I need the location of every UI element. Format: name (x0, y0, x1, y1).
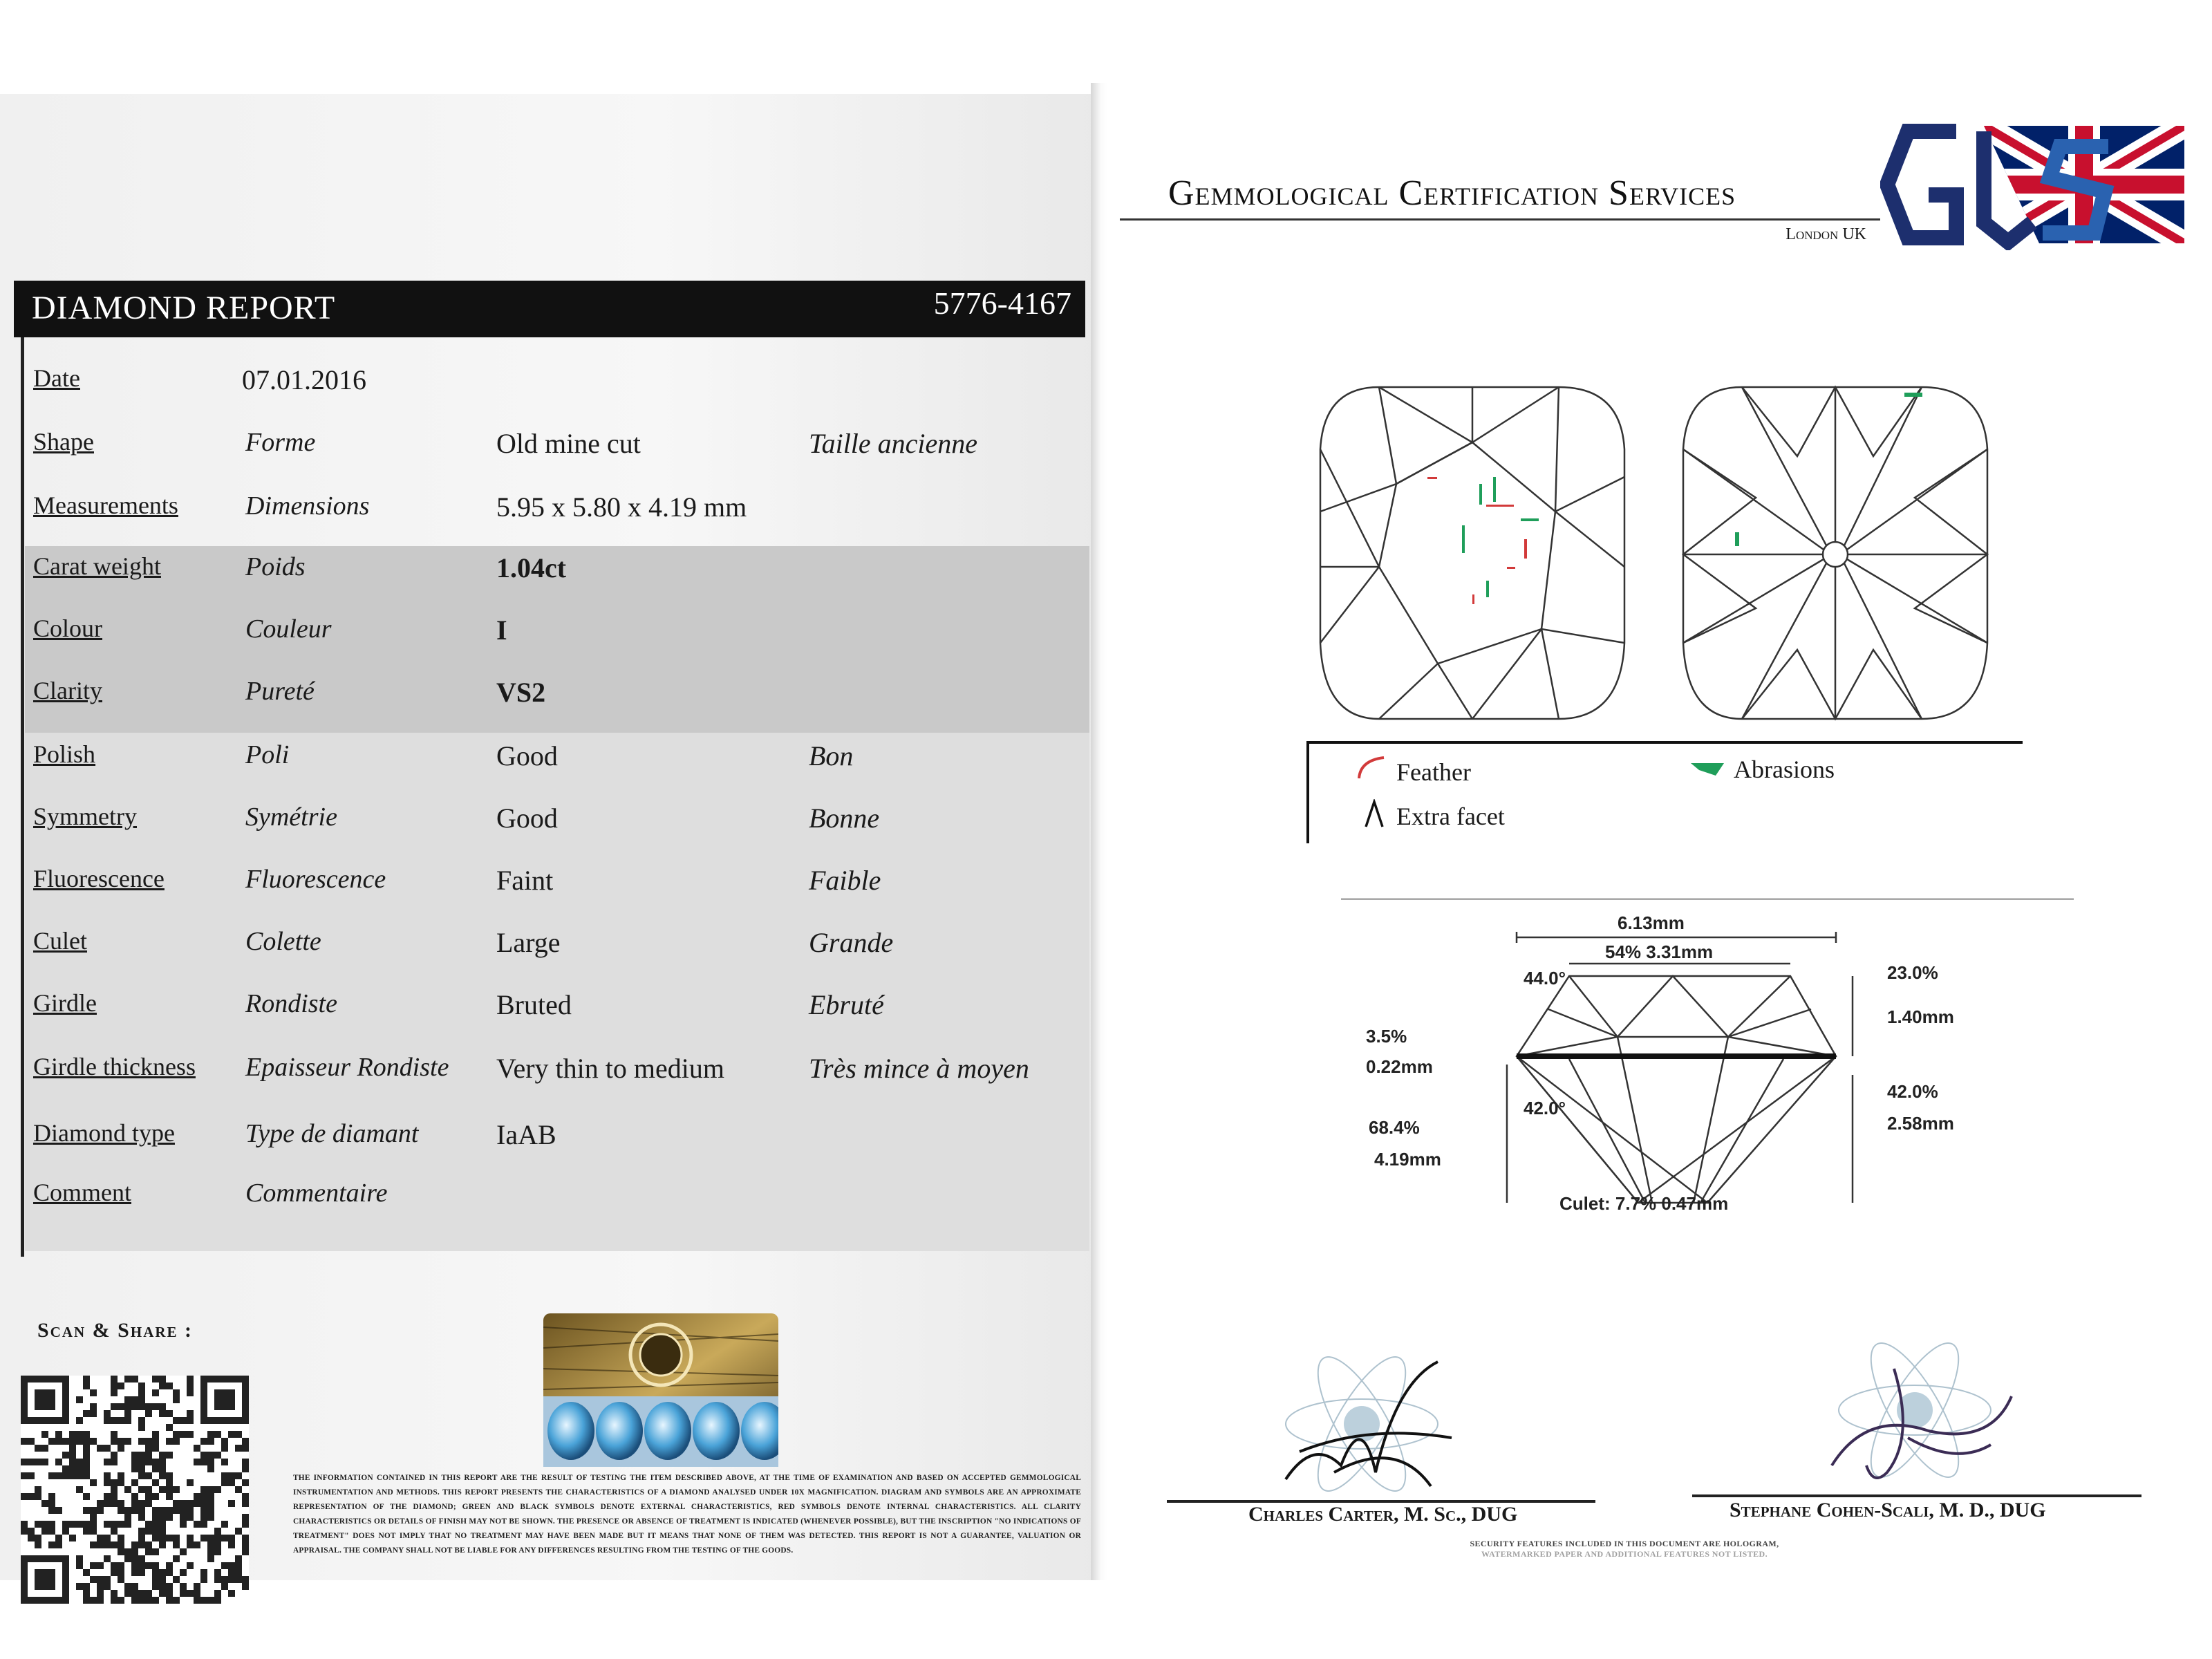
report-row-measurements (0, 491, 1099, 532)
row-value: I (496, 615, 507, 646)
legend (1308, 740, 2023, 843)
row-french-value: Taille ancienne (809, 428, 978, 459)
signatory-right: Stephane Cohen-Scali, M. D., DUG (1730, 1499, 2046, 1521)
girdle-pct: 3.5% (1366, 1026, 1407, 1047)
signature-left (1258, 1334, 1486, 1507)
report-row-colour (0, 614, 1099, 655)
row-french-value: Bonne (809, 803, 880, 834)
report-row-girdle-thickness (0, 1052, 1099, 1094)
row-label: Shape (33, 428, 94, 456)
row-label: Comment (33, 1179, 131, 1206)
row-label: Fluorescence (33, 865, 165, 892)
signature-right (1811, 1327, 2039, 1500)
row-french-label: Fluorescence (245, 865, 386, 894)
organization-name: Gemmological Certification Services (1168, 174, 1736, 213)
row-label: Girdle (33, 989, 97, 1017)
crown-height-pct: 23.0% (1887, 962, 1938, 983)
row-value: Bruted (496, 989, 572, 1020)
row-french-value: Très mince à moyen (809, 1053, 1029, 1084)
org-rule (1120, 218, 1880, 221)
legend-feather: Feather (1396, 758, 1471, 786)
report-row-fluorescence (0, 864, 1099, 906)
hologram-seal (543, 1313, 778, 1467)
row-value: VS2 (496, 677, 546, 708)
row-label: Diamond type (33, 1119, 175, 1147)
pavilion-culet (1823, 542, 1848, 567)
crown-table (1379, 442, 1555, 664)
legend-rule-left (1306, 741, 1309, 843)
qr-code[interactable] (21, 1376, 249, 1604)
pavilion-depth-mm: 2.58mm (1887, 1113, 1954, 1134)
report-row-culet (0, 926, 1099, 968)
report-row-clarity (0, 676, 1099, 718)
row-french-label: Poli (245, 740, 290, 769)
row-label: Clarity (33, 677, 102, 704)
row-french-label: Poids (245, 552, 306, 581)
legend-abrasions: Abrasions (1734, 756, 1835, 783)
row-french-label: Type de diamant (245, 1119, 419, 1148)
crown-angle-label: 44.0° (1524, 968, 1566, 988)
row-french-value: Bon (809, 740, 854, 771)
row-french-value: Faible (809, 865, 881, 896)
gcs-logo (1880, 119, 2191, 250)
row-french-label: Forme (245, 428, 316, 457)
security-note-line-1: SECURITY FEATURES INCLUDED IN THIS DOCUMENT ARE HOLOGRAM, (1470, 1539, 1779, 1548)
culet-label: Culet: 7.7% 0.47mm (1559, 1193, 1729, 1214)
report-row-diamond-type (0, 1118, 1099, 1160)
row-value: Old mine cut (496, 428, 641, 459)
row-french-label: Symétrie (245, 803, 337, 832)
disclaimer-text: THE INFORMATION CONTAINED IN THIS REPORT ARE THE RESULT OF TESTING THE ITEM DESCRIBED ABOVE, AT THE TIME OF EXAMINATION AND BASED ON ACCEPTED GEMMOLOGICAL INSTRUMENTATION AND METHODS. THIS REPORT PRESENTS THE CHARACTERISTICS OF A DIAMOND ANALYSED UNDER 10X MAGNIFICATION. DIAGRAM AND SYMBOLS ARE AN APPROXIMATE REPRESENTATION OF THE DIAMOND; GREEN AND BLACK SYMBOLS DENOTE EXTERNAL CHARACTERISTICS, RED SYMBOLS DENOTE INTERNAL CHARACTERISTICS. ALL CLARITY CHARACTERISTICS OR DETAILS OF FINISH MAY NOT BE SHOWN. THE PRESENCE OR ABSENCE OF TREATMENT IS INDICATED (WHENEVER POSSIBLE), BUT THE INSCRIPTION "NO INDICATIONS OF TREATMENT" DOES NOT IMPLY THAT NO TREATMENT MAY HAVE BEEN MADE BUT IT MEANS THAT NONE OF THEM WAS DETECTED. THIS REPORT IS NOT A GUARANTEE, VALUATION OR APPRAISAL. THE COMPANY SHALL NOT BE LIABLE FOR ANY DIFFERENCES RESULTING FROM THE TESTING OF THE GOODS. (293, 1474, 1081, 1555)
row-label: Symmetry (33, 803, 137, 830)
signatory-left: Charles Carter, M. Sc., DUG (1248, 1503, 1518, 1526)
crown-height-mm: 1.40mm (1887, 1006, 1954, 1027)
report-number: 5776-4167 (933, 285, 1071, 321)
pavilion-depth-pct: 42.0% (1887, 1081, 1938, 1102)
row-french-label: Colette (245, 927, 321, 956)
feather-icon (1356, 753, 1398, 781)
legend-extra-facet: Extra facet (1396, 803, 1505, 830)
security-note-line-2: WATERMARKED PAPER AND ADDITIONAL FEATURES NOT LISTED. (1481, 1549, 1768, 1559)
row-label: Date (33, 364, 80, 392)
scan-share-label: Scan & Share : (37, 1319, 194, 1342)
table-label: 54% 3.31mm (1605, 941, 1714, 962)
abrasions-icon (1689, 759, 1731, 780)
extra-facet-icon (1362, 799, 1389, 830)
security-note (1362, 1539, 1887, 1559)
total-depth-pct: 68.4% (1369, 1117, 1420, 1138)
row-label: Culet (33, 927, 87, 955)
girdle-mm: 0.22mm (1366, 1056, 1433, 1077)
pavilion-angle-label: 42.0° (1524, 1098, 1566, 1118)
row-french-label: Epaisseur Rondiste (245, 1053, 449, 1082)
row-value: Large (496, 927, 561, 958)
report-row-date (0, 364, 1099, 405)
report-row-symmetry (0, 802, 1099, 843)
row-french-label: Dimensions (245, 491, 370, 521)
report-row-polish (0, 740, 1099, 781)
row-value: 1.04ct (496, 552, 567, 583)
clarity-plots (1313, 373, 2039, 740)
row-value: Good (496, 803, 558, 834)
row-value: 07.01.2016 (242, 364, 366, 395)
row-value: Faint (496, 865, 554, 896)
row-french-label: Couleur (245, 615, 332, 644)
row-label: Colour (33, 615, 103, 642)
report-row-carat-weight (0, 552, 1099, 593)
row-french-label: Rondiste (245, 989, 337, 1018)
row-value: 5.95 x 5.80 x 4.19 mm (496, 491, 747, 523)
row-value: Good (496, 740, 558, 771)
total-diameter-label: 6.13mm (1618, 912, 1685, 933)
proportion-diagram (1341, 899, 2074, 1230)
total-depth-mm: 4.19mm (1374, 1149, 1441, 1170)
row-label: Girdle thickness (33, 1053, 196, 1080)
row-label: Polish (33, 740, 96, 768)
legend-rule (1308, 741, 2023, 744)
report-row-shape (0, 427, 1099, 469)
report-row-girdle (0, 988, 1099, 1030)
row-french-value: Ebruté (809, 989, 884, 1020)
diamond-profile (1517, 976, 1836, 1203)
report-row-comment (0, 1178, 1099, 1219)
signature-line-right (1692, 1494, 2141, 1497)
organization-city: London UK (1785, 225, 1866, 243)
report-title: DIAMOND REPORT (32, 290, 336, 326)
row-value: Very thin to medium (496, 1053, 724, 1084)
row-french-value: Grande (809, 927, 894, 958)
row-label: Carat weight (33, 552, 161, 580)
row-french-label: Pureté (245, 677, 315, 706)
row-value: IaAB (496, 1119, 556, 1150)
row-french-label: Commentaire (245, 1179, 388, 1208)
row-label: Measurements (33, 491, 178, 519)
